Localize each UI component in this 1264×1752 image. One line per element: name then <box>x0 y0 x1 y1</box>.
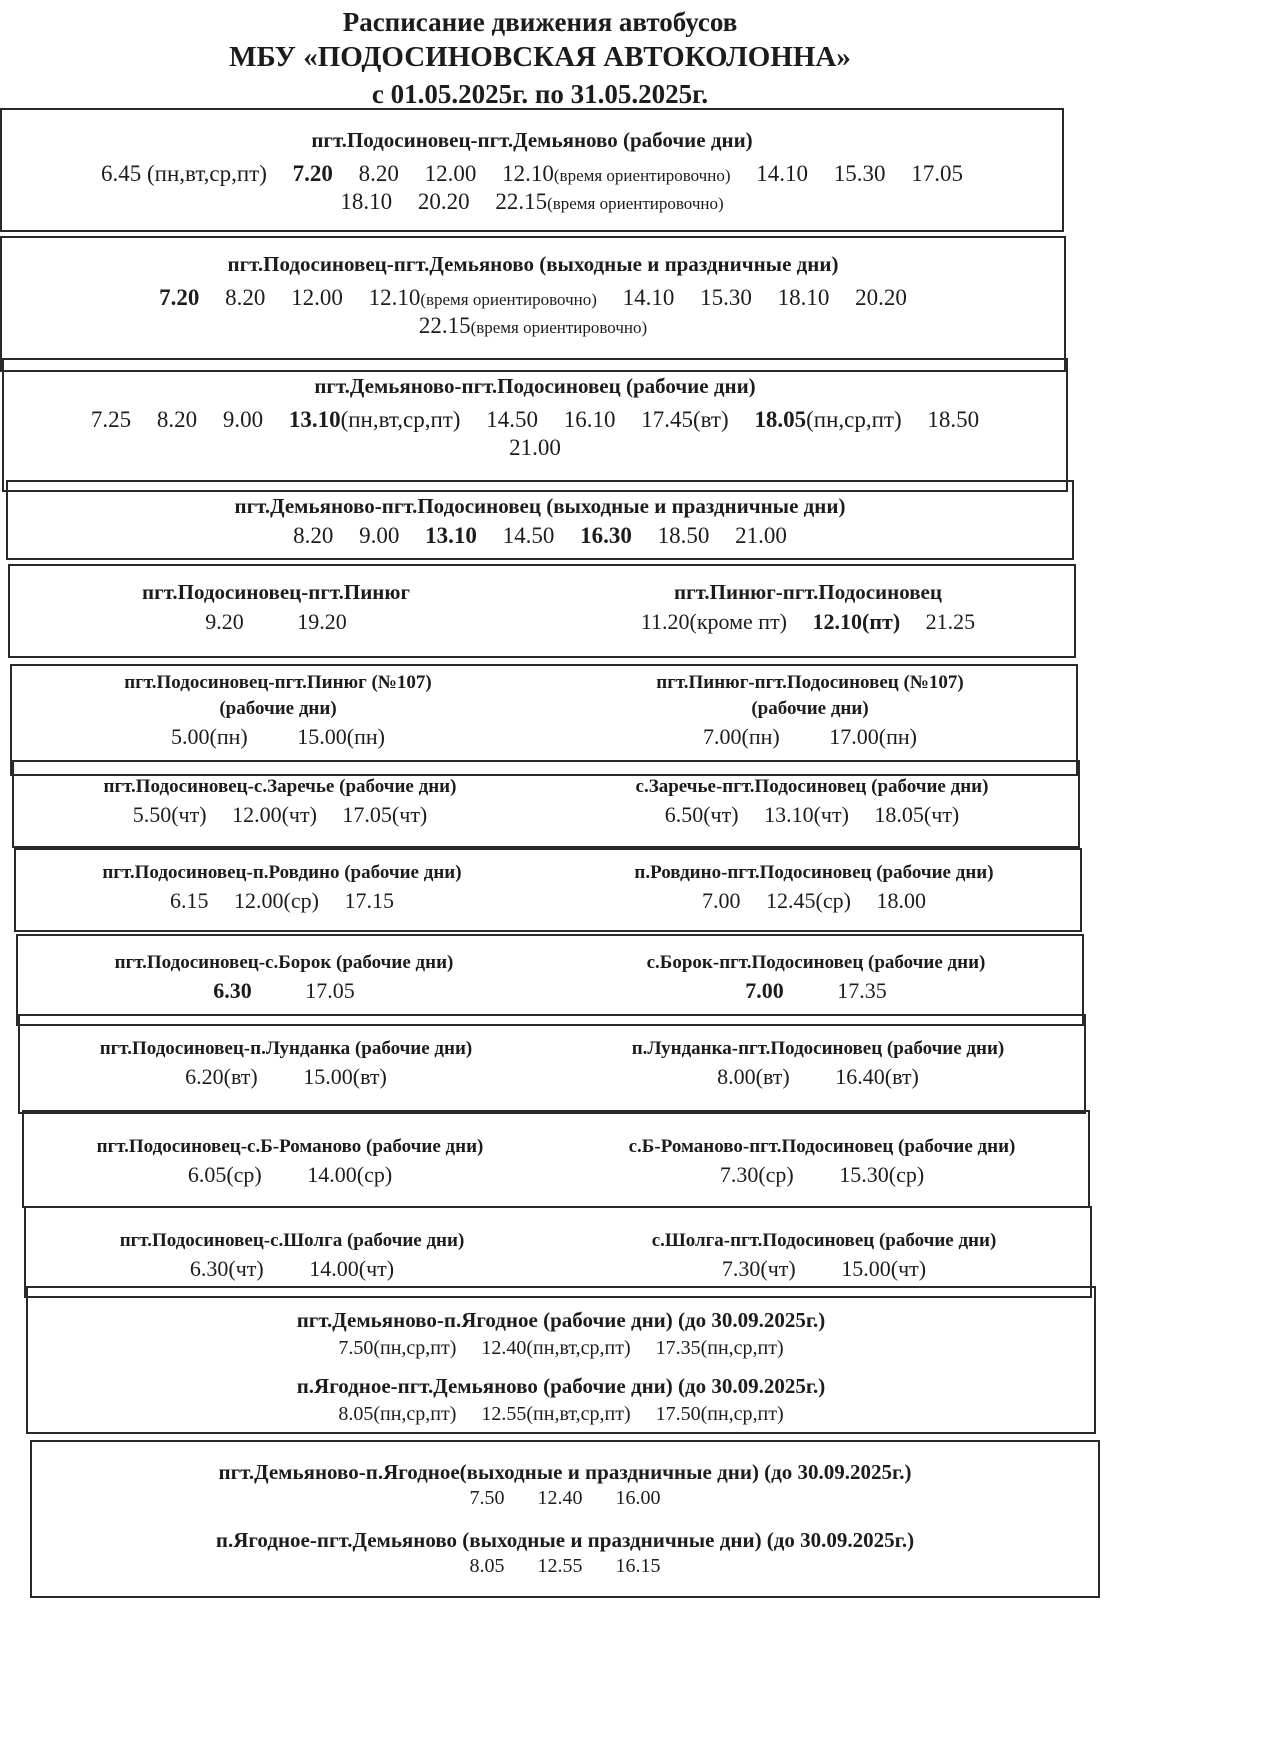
route-title: пгт.Подосиновец-с.Шолга (рабочие дни) <box>119 1230 465 1251</box>
departure-time: 21.00 <box>509 435 561 460</box>
departure-time: 6.15 <box>170 888 209 913</box>
route-pair-block <box>12 760 1080 848</box>
departure-time: 14.10 <box>622 285 675 310</box>
departure-time: 12.40(пн,вт,ср,пт) <box>481 1337 631 1359</box>
departure-time: 7.25 <box>90 407 132 432</box>
departure-time: 20.20 <box>417 189 470 214</box>
route-pair-block <box>24 1206 1092 1298</box>
route-block <box>2 358 1068 492</box>
departure-time: 9.00 <box>222 407 264 432</box>
route-outbound <box>16 862 548 930</box>
route-title: с.Шолга-пгт.Подосиновец (рабочие дни) <box>651 1230 997 1251</box>
departure-time: 9.00 <box>359 523 400 548</box>
departure-time: 15.00(вт) <box>303 1064 387 1089</box>
departure-time: 5.50(чт) <box>132 802 207 827</box>
time-row <box>552 1064 1084 1090</box>
route-pair-block <box>8 564 1076 658</box>
departure-time: 12.00 <box>424 161 477 186</box>
departure-time: 8.20 <box>225 285 266 310</box>
departure-time: 22.15(время ориентировочно) <box>495 189 724 214</box>
departure-time: 17.05(чт) <box>342 802 428 827</box>
departure-time: 16.40(вт) <box>835 1064 919 1089</box>
departure-time: 9.20 <box>205 609 244 634</box>
route-title: с.Заречье-пгт.Подосиновец (рабочие дни) <box>635 776 989 797</box>
time-row <box>20 1064 552 1090</box>
route-subtitle: (рабочие дни) <box>751 698 869 719</box>
departure-time: 12.10(время ориентировочно) <box>368 285 597 310</box>
time-row <box>4 435 1066 461</box>
time-row <box>546 802 1078 828</box>
departure-time: 7.20 <box>159 285 200 310</box>
title-line-3: с 01.05.2025г. по 31.05.2025г. <box>371 79 709 109</box>
departure-time: 12.10(пт) <box>812 609 901 634</box>
route-block <box>0 108 1064 232</box>
route-outbound <box>14 776 546 846</box>
departure-time: 16.15 <box>615 1555 661 1577</box>
departure-time: 13.10(пн,вт,ср,пт) <box>288 407 461 432</box>
route-block <box>30 1440 1100 1598</box>
departure-time: 14.50 <box>502 523 555 548</box>
route-title: пгт.Подосиновец-пгт.Демьяново (выходные и праздничные дни) <box>227 252 839 276</box>
route-outbound <box>24 1136 556 1206</box>
departure-time: 14.00(чт) <box>309 1256 395 1281</box>
departure-time: 18.10 <box>340 189 393 214</box>
route-title: п.Ягодное-пгт.Демьяново (выходные и праздничные дни) (до 30.09.2025г.) <box>215 1528 915 1552</box>
time-row <box>10 609 542 635</box>
departure-time: 5.00(пн) <box>171 724 248 749</box>
route-title: пгт.Подосиновец-с.Заречье (рабочие дни) <box>103 776 457 797</box>
departure-time: 7.30(чт) <box>721 1256 796 1281</box>
departure-time: 6.30 <box>213 978 252 1003</box>
departure-time: 13.10 <box>425 523 477 548</box>
route-title: п.Ровдино-пгт.Подосиновец (рабочие дни) <box>634 862 994 883</box>
time-row <box>16 888 548 914</box>
route-title: пгт.Демьяново-пгт.Подосиновец (выходные и праздничные дни) <box>234 494 846 518</box>
route-return <box>552 1038 1084 1112</box>
departure-time: 17.00(пн) <box>829 724 917 749</box>
departure-time: 17.35 <box>837 978 887 1003</box>
route-pair-block <box>16 934 1084 1026</box>
time-row <box>548 888 1080 914</box>
departure-time: 8.20 <box>293 523 334 548</box>
departure-time: 6.05(ср) <box>187 1162 262 1187</box>
departure-time: 19.20 <box>297 609 347 634</box>
time-row <box>28 1403 1094 1426</box>
route-return <box>556 1136 1088 1206</box>
departure-time: 7.00(пн) <box>703 724 780 749</box>
time-row <box>28 1337 1094 1360</box>
time-row <box>4 407 1066 433</box>
departure-time: 18.00 <box>876 888 926 913</box>
time-row <box>2 313 1064 339</box>
departure-time: 17.50(пн,ср,пт) <box>655 1403 784 1425</box>
departure-time: 17.35(пн,ср,пт) <box>655 1337 784 1359</box>
departure-time: 8.20 <box>156 407 198 432</box>
route-title: пгт.Подосиновец-п.Ровдино (рабочие дни) <box>102 862 462 883</box>
route-title: пгт.Подосиновец-с.Б-Романово (рабочие дни) <box>96 1136 484 1157</box>
time-row <box>544 724 1076 750</box>
departure-time: 11.20(кроме пт) <box>640 609 788 634</box>
route-pair-block <box>22 1110 1090 1208</box>
route-block <box>0 236 1066 372</box>
departure-time: 12.55(пн,вт,ср,пт) <box>481 1403 631 1425</box>
time-row <box>12 724 544 750</box>
departure-time: 14.50 <box>486 407 538 432</box>
route-title: пгт.Подосиновец-пгт.Демьяново (рабочие дни) <box>311 128 753 152</box>
departure-time: 15.30 <box>700 285 752 310</box>
departure-time: 6.50(чт) <box>664 802 739 827</box>
route-block <box>6 480 1074 560</box>
route-title: пгт.Подосиновец-пгт.Пинюг (№107) <box>124 672 432 693</box>
time-row <box>558 1256 1090 1282</box>
departure-time: 18.05(пн,ср,пт) <box>754 407 902 432</box>
departure-time: 17.05 <box>305 978 355 1003</box>
departure-time: 13.10(чт) <box>764 802 849 827</box>
departure-time: 8.00(вт) <box>717 1064 790 1089</box>
route-outbound <box>12 672 544 774</box>
departure-time: 6.30(чт) <box>189 1256 264 1281</box>
time-row <box>542 609 1074 635</box>
route-return <box>542 580 1074 656</box>
route-pair-block <box>18 1014 1086 1114</box>
time-row <box>8 523 1072 549</box>
route-pair-block <box>14 848 1082 932</box>
route-title: пгт.Подосиновец-пгт.Пинюг <box>142 580 410 604</box>
time-row <box>26 1256 558 1282</box>
departure-time: 20.20 <box>855 285 907 310</box>
route-title: пгт.Демьяново-пгт.Подосиновец (рабочие дни) <box>314 374 756 398</box>
title-line-1: Расписание движения автобусов <box>342 7 738 37</box>
time-row <box>2 161 1062 187</box>
departure-time: 18.50 <box>657 523 710 548</box>
page-title <box>0 6 1080 112</box>
time-row <box>32 1555 1098 1578</box>
departure-time: 16.10 <box>563 407 616 432</box>
departure-time: 15.30(ср) <box>839 1162 925 1187</box>
time-row <box>556 1162 1088 1188</box>
route-return <box>546 776 1078 846</box>
departure-time: 12.10(время ориентировочно) <box>502 161 731 186</box>
departure-time: 7.50(пн,ср,пт) <box>338 1337 457 1359</box>
departure-time: 6.45 (пн,вт,ср,пт) <box>101 161 267 186</box>
route-outbound <box>10 580 542 656</box>
departure-time: 16.30 <box>580 523 632 548</box>
route-title: пгт.Демьяново-п.Ягодное (рабочие дни) (до 30.09.2025г.) <box>296 1308 826 1332</box>
departure-time: 12.00(чт) <box>232 802 317 827</box>
departure-time: 15.00(чт) <box>841 1256 927 1281</box>
departure-time: 14.10 <box>756 161 808 186</box>
departure-time: 18.05(чт) <box>874 802 960 827</box>
time-row <box>32 1487 1098 1510</box>
departure-time: 7.30(ср) <box>719 1162 794 1187</box>
route-return <box>544 672 1076 774</box>
departure-time: 15.30 <box>833 161 886 186</box>
route-outbound <box>20 1038 552 1112</box>
departure-time: 12.45(ср) <box>766 888 851 913</box>
time-row <box>24 1162 556 1188</box>
departure-time: 8.20 <box>358 161 399 186</box>
departure-time: 7.00 <box>745 978 784 1003</box>
time-row <box>550 978 1082 1004</box>
departure-time: 17.15 <box>344 888 394 913</box>
route-title: пгт.Демьяново-п.Ягодное(выходные и праздничные дни) (до 30.09.2025г.) <box>218 1460 912 1484</box>
route-subtitle: (рабочие дни) <box>219 698 337 719</box>
route-title: пгт.Подосиновец-п.Лунданка (рабочие дни) <box>99 1038 473 1059</box>
departure-time: 21.00 <box>735 523 787 548</box>
departure-time: 12.40 <box>537 1487 583 1509</box>
route-title: п.Ягодное-пгт.Демьяново (рабочие дни) (до 30.09.2025г.) <box>296 1374 826 1398</box>
departure-time: 15.00(пн) <box>297 724 385 749</box>
route-title: с.Б-Романово-пгт.Подосиновец (рабочие дни) <box>628 1136 1016 1157</box>
time-row <box>2 285 1064 311</box>
route-title: пгт.Пинюг-пгт.Подосиновец (№107) <box>656 672 964 693</box>
departure-time: 12.00 <box>291 285 343 310</box>
route-title: п.Лунданка-пгт.Подосиновец (рабочие дни) <box>631 1038 1005 1059</box>
departure-time: 18.10 <box>777 285 830 310</box>
departure-time: 16.00 <box>615 1487 661 1509</box>
departure-time: 8.05 <box>469 1555 505 1577</box>
departure-time: 17.45(вт) <box>641 407 729 432</box>
departure-time: 7.00 <box>702 888 741 913</box>
departure-time: 7.20 <box>292 161 333 186</box>
time-row <box>18 978 550 1004</box>
time-row <box>2 189 1062 215</box>
route-title: пгт.Подосиновец-с.Борок (рабочие дни) <box>114 952 454 973</box>
departure-time: 7.50 <box>469 1487 505 1509</box>
departure-time: 18.50 <box>927 407 980 432</box>
departure-time: 22.15(время ориентировочно) <box>418 313 648 338</box>
departure-time: 8.05(пн,ср,пт) <box>338 1403 457 1425</box>
route-title: пгт.Пинюг-пгт.Подосиновец <box>674 580 942 604</box>
departure-time: 12.55 <box>537 1555 583 1577</box>
departure-time: 12.00(ср) <box>234 888 319 913</box>
departure-time: 14.00(ср) <box>307 1162 393 1187</box>
route-title: с.Борок-пгт.Подосиновец (рабочие дни) <box>646 952 986 973</box>
time-row <box>14 802 546 828</box>
departure-time: 6.20(вт) <box>185 1064 258 1089</box>
route-return <box>548 862 1080 930</box>
title-line-2: МБУ «ПОДОСИНОВСКАЯ АВТОКОЛОННА» <box>229 41 851 73</box>
departure-time: 21.25 <box>925 609 976 634</box>
route-block <box>26 1286 1096 1434</box>
departure-time: 17.05 <box>911 161 963 186</box>
